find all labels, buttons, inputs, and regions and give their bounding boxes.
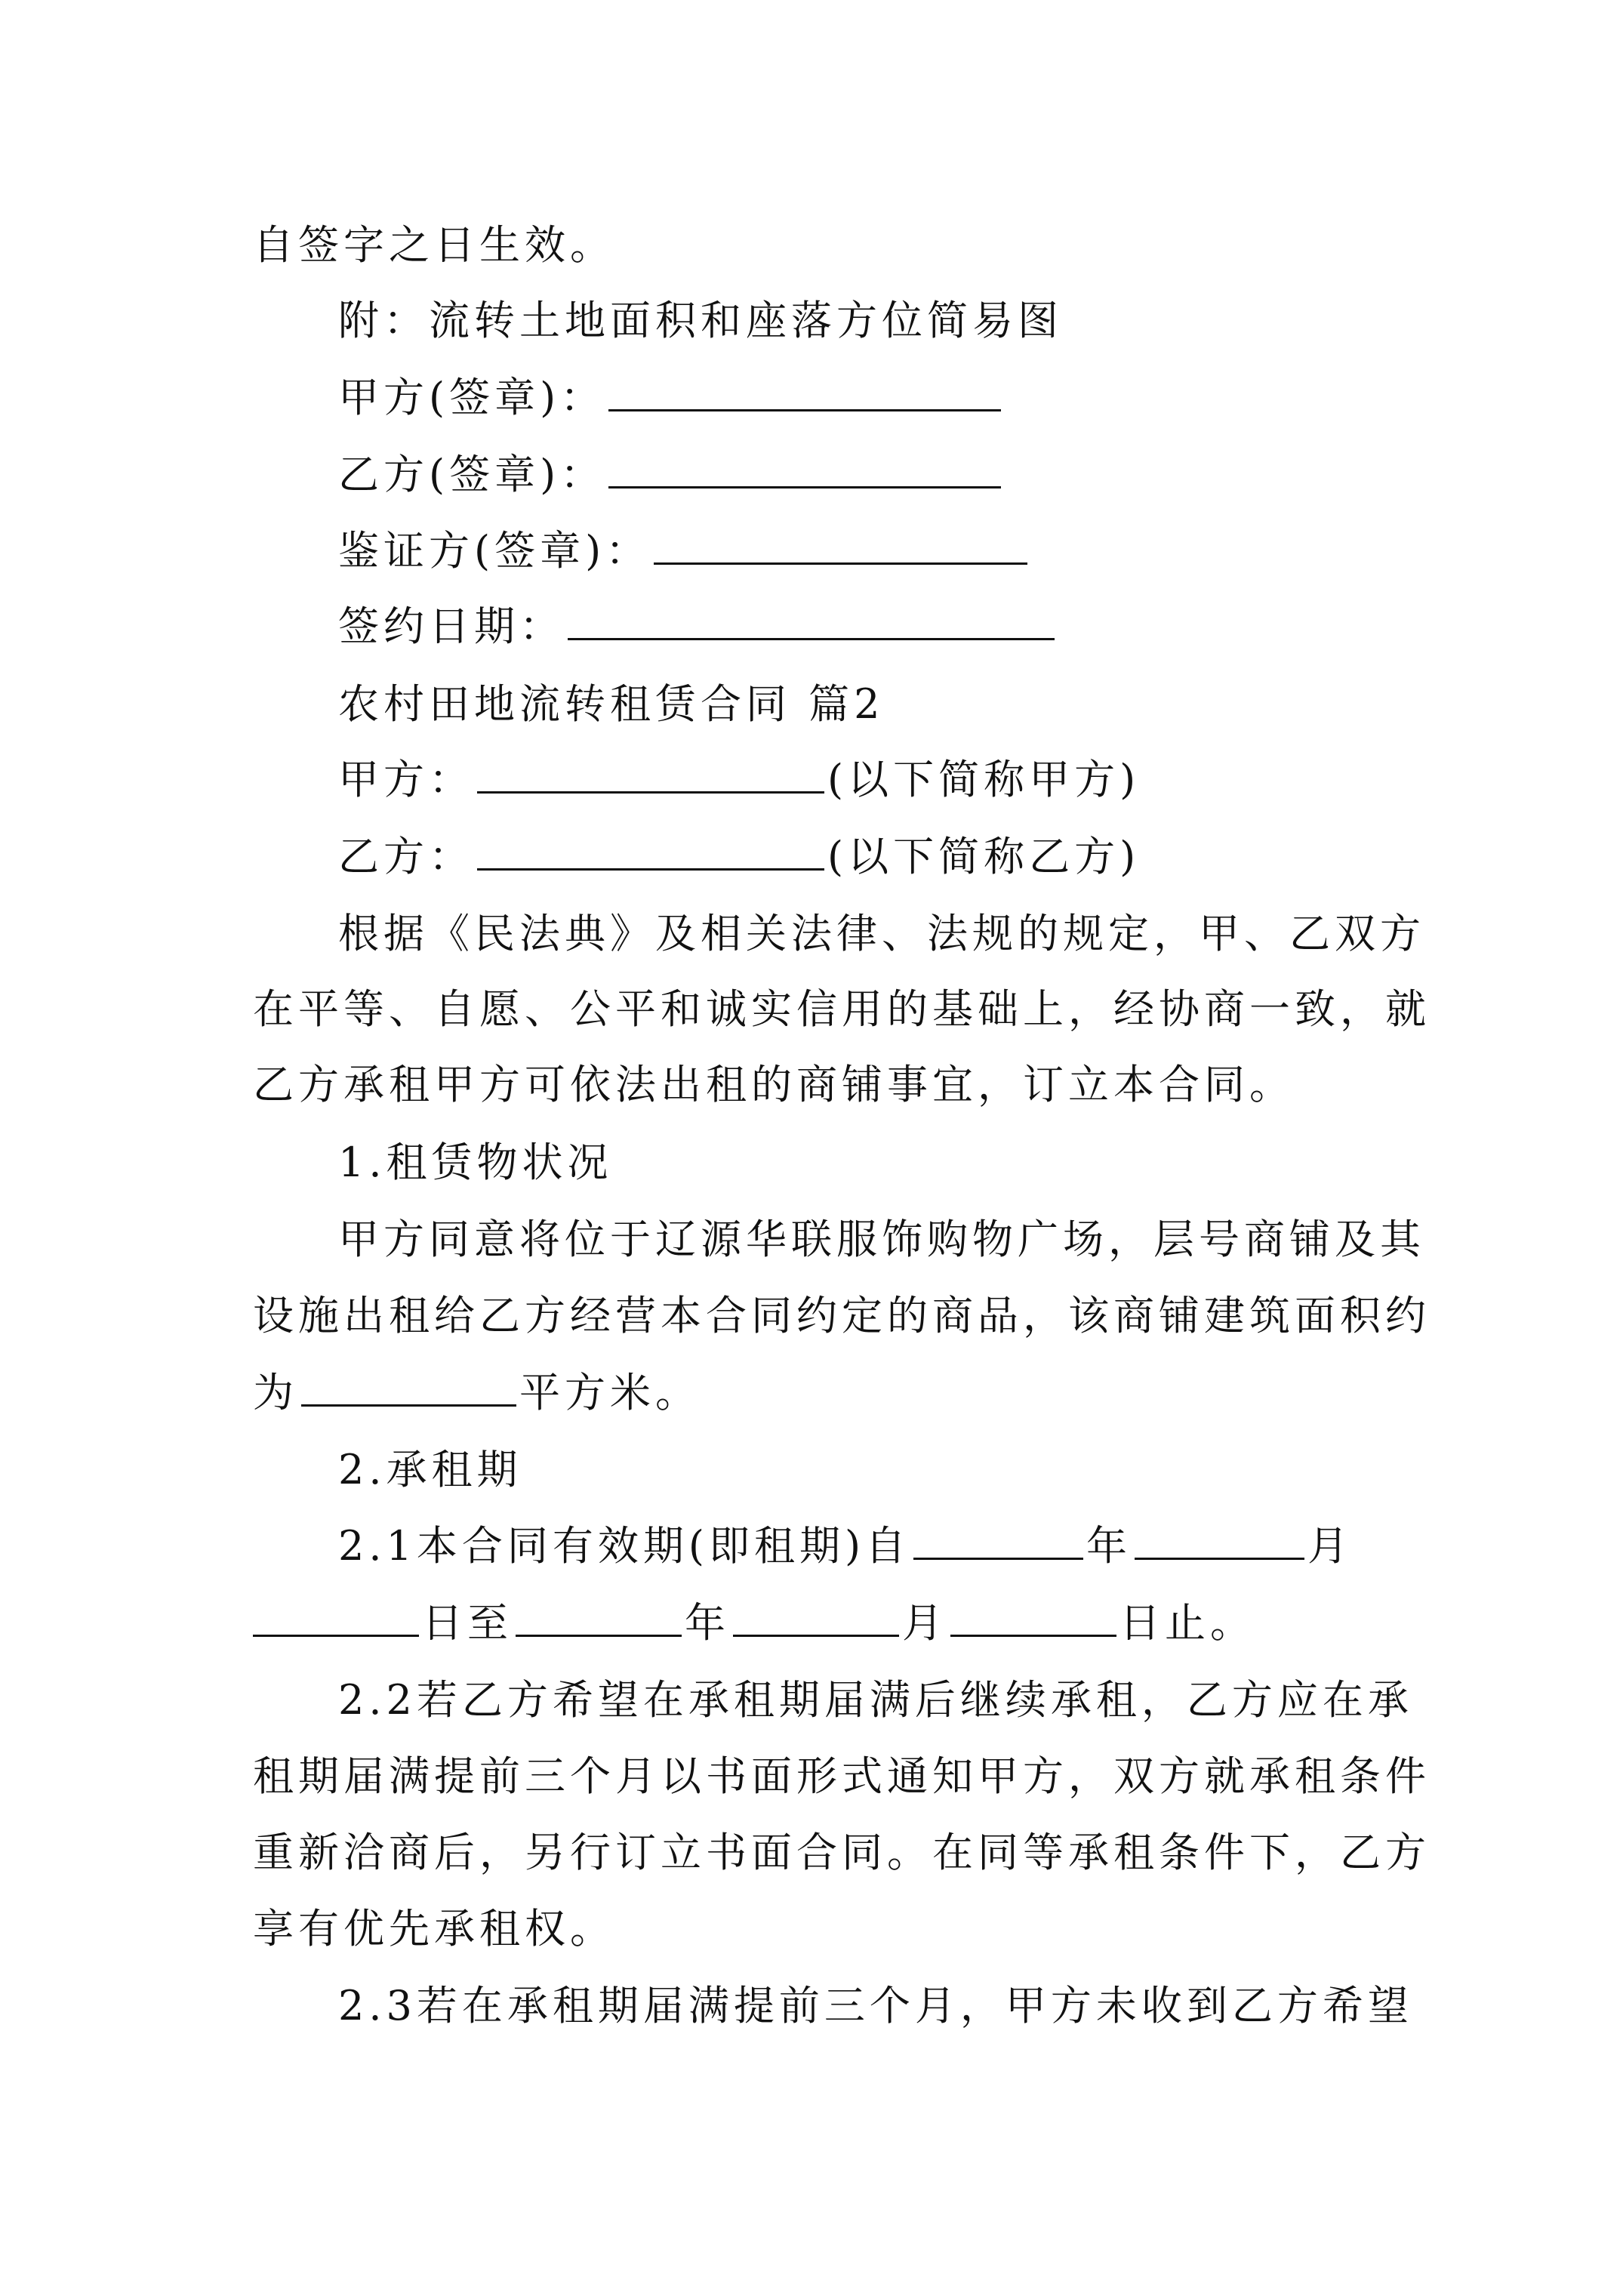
party-b-line bbox=[338, 827, 1140, 887]
signature-line-witness bbox=[338, 521, 1030, 581]
text-line bbox=[253, 1746, 1431, 1807]
party-blank bbox=[477, 752, 824, 794]
party-label: 甲方： bbox=[338, 756, 474, 803]
paragraph-text: 为 bbox=[253, 1369, 298, 1416]
date-unit: 日至 bbox=[422, 1599, 513, 1647]
party-label: 乙方： bbox=[338, 833, 474, 880]
area-blank bbox=[301, 1365, 516, 1407]
signing-date-line bbox=[338, 596, 1058, 657]
term-line-2 bbox=[253, 1593, 1255, 1653]
paragraph-text: 乙方承租甲方可依法出租的商铺事宜，订立本合同。 bbox=[253, 1061, 1295, 1108]
text-line bbox=[253, 1823, 1431, 1883]
paragraph-text: 2.3若在承租期届满提前三个月，甲方未收到乙方希望 bbox=[338, 1982, 1413, 2029]
heading-text: 2.承租期 bbox=[338, 1446, 522, 1493]
paragraph-text: 在平等、自愿、公平和诚实信用的基础上，经协商一致，就 bbox=[253, 985, 1431, 1033]
paragraph-text: 享有优先承租权。 bbox=[253, 1905, 615, 1952]
text-line bbox=[338, 904, 1425, 964]
paragraph-text: 平方米。 bbox=[519, 1369, 701, 1416]
party-blank bbox=[477, 829, 824, 871]
date-unit: 日止。 bbox=[1119, 1599, 1255, 1647]
text-line bbox=[253, 1055, 1295, 1115]
signature-blank bbox=[608, 447, 1001, 488]
text-line bbox=[253, 1286, 1431, 1346]
signature-line-party-b bbox=[338, 445, 1004, 505]
text-line bbox=[338, 1670, 1413, 1730]
date-blank bbox=[733, 1595, 899, 1637]
date-blank bbox=[253, 1595, 419, 1637]
date-unit: 月 bbox=[902, 1599, 947, 1647]
text-line bbox=[338, 291, 1063, 351]
term-line-1 bbox=[338, 1516, 1353, 1576]
party-a-line bbox=[338, 750, 1140, 810]
paragraph-text: 租期届满提前三个月以书面形式通知甲方，双方就承租条件 bbox=[253, 1752, 1431, 1800]
signature-line-party-a bbox=[338, 368, 1004, 428]
text-line bbox=[253, 215, 615, 276]
paragraph-text: 2.2若乙方希望在承租期届满后继续承租，乙方应在承 bbox=[338, 1676, 1413, 1724]
section-heading bbox=[338, 1133, 613, 1193]
section-heading bbox=[338, 1440, 522, 1500]
paragraph-text: 甲方同意将位于辽源华联服饰购物广场，层号商铺及其 bbox=[338, 1216, 1425, 1263]
paragraph-text: 自签字之日生效。 bbox=[253, 221, 615, 269]
text-line bbox=[253, 1899, 615, 1959]
paragraph-text: 2.1本合同有效期(即租期)自 bbox=[338, 1522, 911, 1570]
party-note: (以下简称乙方) bbox=[827, 833, 1141, 880]
paragraph-text: 重新洽商后，另行订立书面合同。在同等承租条件下，乙方 bbox=[253, 1829, 1431, 1876]
signature-label: 甲方(签章)： bbox=[338, 374, 606, 421]
heading-text: 1.租赁物状况 bbox=[338, 1139, 613, 1186]
date-blank bbox=[516, 1595, 682, 1637]
signature-label: 鉴证方(签章)： bbox=[338, 527, 651, 575]
text-line bbox=[338, 1976, 1413, 2036]
paragraph-text: 根据《民法典》及相关法律、法规的规定，甲、乙双方 bbox=[338, 910, 1425, 957]
text-line bbox=[338, 1210, 1425, 1270]
date-unit: 年 bbox=[1086, 1522, 1132, 1570]
date-blank bbox=[1135, 1518, 1304, 1560]
date-blank bbox=[913, 1518, 1083, 1560]
date-unit: 月 bbox=[1307, 1522, 1354, 1570]
text-line bbox=[253, 1363, 701, 1423]
section-title bbox=[338, 674, 885, 735]
signature-blank bbox=[608, 370, 1001, 411]
paragraph-text: 设施出租给乙方经营本合同约定的商品，该商铺建筑面积约 bbox=[253, 1292, 1431, 1339]
date-blank bbox=[950, 1595, 1116, 1637]
date-blank bbox=[568, 599, 1055, 640]
contract-title: 农村田地流转租赁合同 篇2 bbox=[338, 680, 885, 728]
party-note: (以下简称甲方) bbox=[827, 756, 1141, 803]
signature-blank bbox=[654, 523, 1027, 565]
date-unit: 年 bbox=[685, 1599, 730, 1647]
attachment-note: 附：流转土地面积和座落方位简易图 bbox=[338, 297, 1063, 344]
signature-label: 乙方(签章)： bbox=[338, 451, 606, 498]
signature-label: 签约日期： bbox=[338, 603, 565, 650]
text-line bbox=[253, 979, 1431, 1040]
